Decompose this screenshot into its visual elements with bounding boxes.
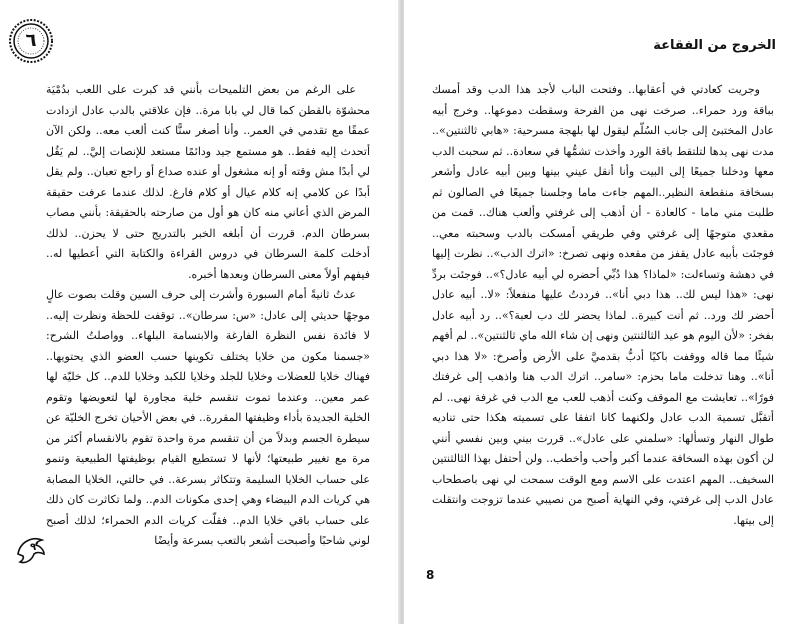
left-paragraph-1: على الرغم من بعض التلميحات بأنني قد كبرت على اللعب بدُمْيَة محشوّة بالقطن كما قال لي بابا مرة.. فإن علاقتي بالدب عادل ازدادت عمقًا مع تقدمي في العمر.. وأنا أصغر سنًّا كنت ألعب معه.. ولكن الآن أتحدث إليه فقط.. هو مستمع جيد ودائمًا مستعد للإنصات إليَّ.. لم يَقُل لي أبدًا مش وقته أو إنه مشغول أو عنده صداع أو راجع تعبان.. ولم يقل أبدًا عن كلامي إنه كلام عيال أو كلام فارغ. لذلك عندما عرفت حقيقة المرض الذي أعاني منه كان هو أول من صارحته بالحقيقة: بأنني مصاب بسرطان الدم. قررت أن أبلغه الخبر بالتدريج حتى لا يحزن.. لذلك أدخلت كلمة السرطان في دروس القراءة والكتابة التي أعطيها له.. فيفهم أولاً معنى السرطان وبعدها أخبره. bbox=[46, 83, 370, 281]
right-page bbox=[404, 0, 800, 624]
ornament-number: ٦ bbox=[25, 30, 37, 51]
left-text-block-2 bbox=[46, 285, 370, 552]
left-page-number: ٩ bbox=[30, 542, 37, 553]
running-header: الخروج من الفقاعة bbox=[653, 38, 776, 53]
right-text-block bbox=[432, 80, 774, 531]
ornament-icon bbox=[8, 18, 54, 64]
left-paragraph-2: عدتُ ثانيةً أمام السبورة وأشرت إلى حرف السين وقلت بصوت عالٍ موجهًا حديثي إلى عادل: «س: سرطان».. توقفت للحظة ونظرت إليه.. لا فائدة نفس النظرة الفارغة والابتسامة البلهاء.. وواصلتُ الشرح: «جسمنا مكون من خلايا يختلف تكوينها حسب العضو الذي يحتويها.. فهناك خلايا للعضلات وخلايا للجلد وخلايا للكبد وخلايا للدم.. كل خليّة لها عمر معين.. وعندما تموت تنقسم خلية مجاورة لها لتعويضها وتقوم الخلية الجديدة بأداء وظيفتها المقررة.. في بعض الأحيان تخرج الخليّة عن سيطرة الجسم وبدلاً من أن تنقسم مرة واحدة تقوم بالانقسام أكثر من مرة مع تغيير طبيعتها؛ لأنها لا تستطيع القيام بوظيفتها الطبيعية وتنمو على حساب الخلايا السليمة وتتكاثر بسرعة.. في حالتي، الخلايا المصابة هي كريات الدم البيضاء وهي إحدى مكونات الدم.. ولما تكاثرت كان ذلك على حساب باقي خلايا الدم.. فقلّت كريات الدم الحمراء؛ لذلك أصبح لوني شاحبًا وأصبحت أشعر بالتعب بسرعة وأيضًا bbox=[46, 288, 370, 547]
right-page-number: 8 bbox=[426, 568, 435, 582]
left-text-block-1 bbox=[46, 80, 370, 285]
dolphin-icon bbox=[14, 532, 48, 566]
right-paragraph-1: وجريت كعادتي في أعقابها.. وفتحت الباب لأجد هذا الدب وقد أمسك بباقة ورد حمراء.. صرخت نهى من الفرحة وسقطت دموعها.. وخرج أبيه عادل المختبئ إلى جانب السُلّم ليقول لها بلهجة مسرحية: «هابي ثالثنتين».. مدت نهى يدها لتلتقط باقة الورد وأخذت تشمُّها في سعادة.. ثم سحبت الدب معها ودخلنا جميعًا إلى البيت وأنا أنقل عيني بينها وبين أبيه عادل وأشعر بسخافة منقطعة النظير..المهم جاءت ماما وجلسنا جميعًا في الصالون ثم طلبت مني ماما - كالعادة - أن أذهب إلى غرفتي وألعب هناك.. قمت من مقعدي متوجهًا إلى غرفتي وفي طريقي أمسكت بالدب وسحبته معي.. فوجئت بأبيه عادل يقفز من مقعده ونهى تصرخ: «اترك الدب».. نظرت إليها في دهشة وتساءلت: «لماذا؟ هذا دُبِّي أحضره لي أبيه عادل؟».. فوجئت بردِّ نهى: «هذا ليس لك.. هذا دبي أنا».. فرددتُ عليها منفعلاً: «لا.. أبيه عادل أحضر لك ورد.. ثم أنت كبيرة.. لماذا يحضر لك دب لعبة؟».. رد أبيه عادل بفخر: «لأن اليوم هو عيد الثالثنتين ونهى إن شاء الله ماي ثالثنتين».. لم أفهم شيئًا مما قاله ووقفت باكيًا أدبُّ بقدميَّ على الأرض وأصرخ: «لا هذا دبي أنا».. وهنا تدخلت ماما بحزم: «سامر.. اترك الدب هنا واذهب إلى غرفتك فورًا».. تعايشت مع الموقف وكنت أذهب للعب مع الدب في غرفة نهى.. لم أتقبَّل تسمية الدب عادل ولكنهما كانا اتفقا على تسميته هكذا حتى تناديه طوال النهار وتسألها: «سلمني على عادل».. قررت بيني وبين نفسي أنني لن أكون بهذه السخافة عندما أكبر وأحب وأخطب.. ولن أحتفل بهذا الثالثنتين السخيف.. المهم اعتدت على الاسم ومع الوقت سمحت لي نهى باصطحاب عادل الدب إلى غرفتي، وفي النهاية أصبح من نصيبي عندما تزوجت وانتقلت إلى بيتها. bbox=[432, 83, 774, 527]
